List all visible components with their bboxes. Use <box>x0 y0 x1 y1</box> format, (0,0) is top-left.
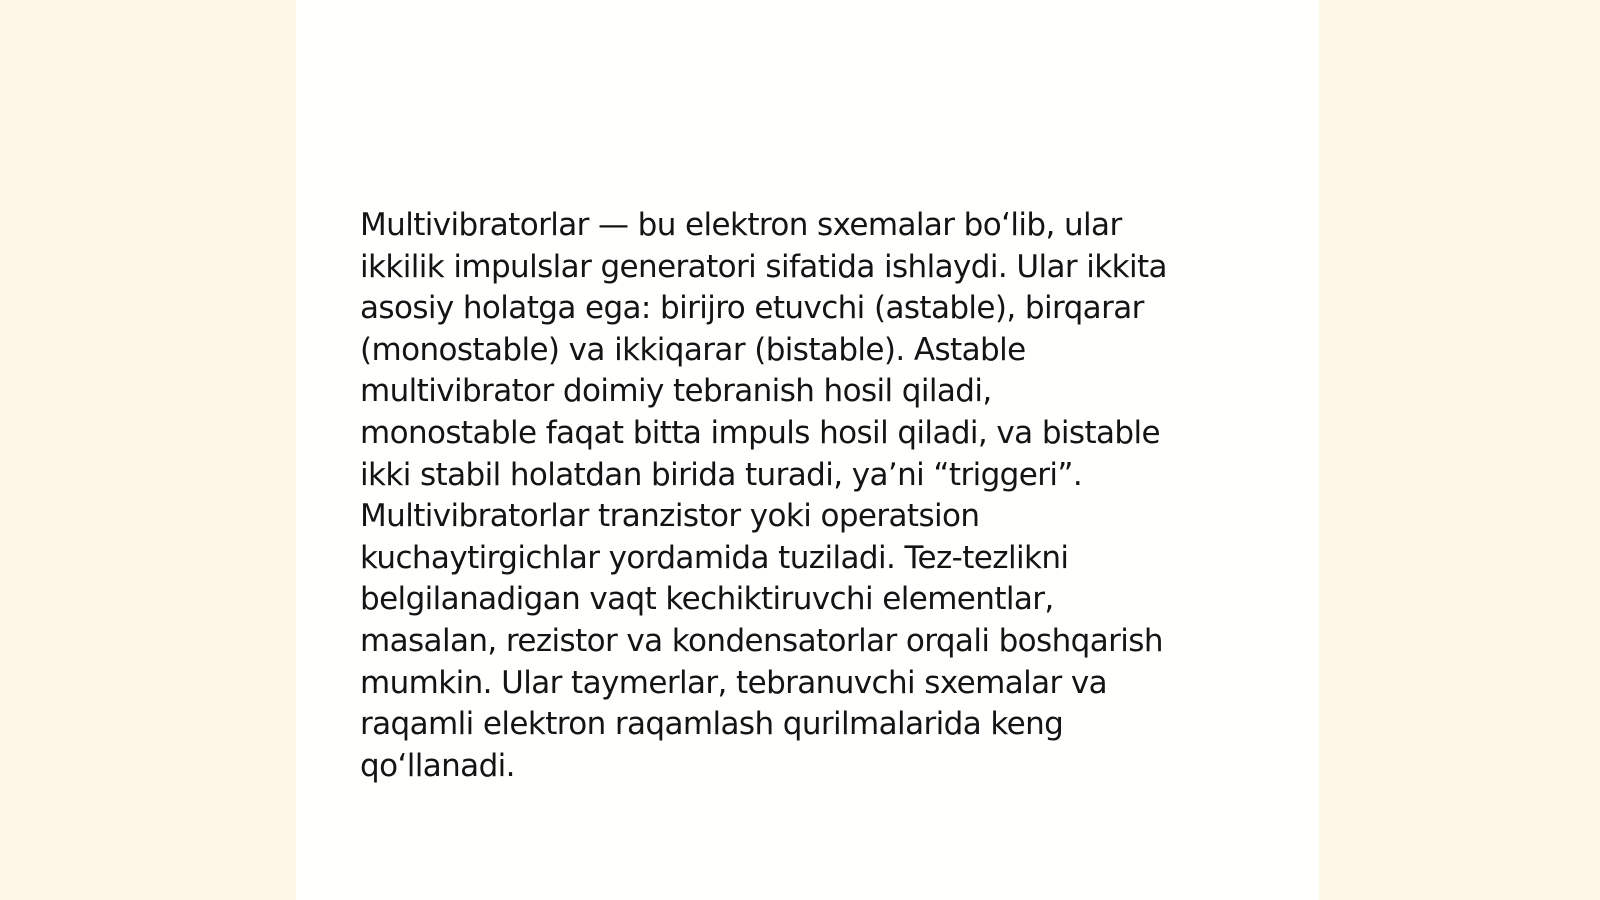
body-line: qo‘llanadi. <box>360 747 515 784</box>
slide-body-text <box>360 205 1260 787</box>
body-line: multivibrator doimiy tebranish hosil qiladi, <box>360 373 992 410</box>
body-line: masalan, rezistor va kondensatorlar orqali boshqarish <box>360 622 1163 659</box>
body-line: mumkin. Ular taymerlar, tebranuvchi sxemalar va <box>360 664 1108 701</box>
body-line: ikkilik impulslar generatori sifatida ishlaydi. Ular ikkita <box>360 248 1167 285</box>
body-line: Multivibratorlar tranzistor yoki operatsion <box>360 498 980 535</box>
body-line: belgilanadigan vaqt kechiktiruvchi elementlar, <box>360 581 1054 618</box>
body-line: kuchaytirgichlar yordamida tuziladi. Tez-tezlikni <box>360 539 1069 576</box>
body-line: Multivibratorlar — bu elektron sxemalar bo‘lib, ular <box>360 207 1122 243</box>
body-line: raqamli elektron raqamlash qurilmalarida keng <box>360 706 1064 743</box>
body-line: asosiy holatga ega: birijro etuvchi (astable), birqarar <box>360 290 1144 327</box>
body-line: monostable faqat bitta impuls hosil qiladi, va bistable <box>360 414 1160 451</box>
body-line: (monostable) va ikkiqarar (bistable). Astable <box>360 331 1026 368</box>
slide <box>296 0 1319 900</box>
body-line: ikki stabil holatdan birida turadi, ya’ni “triggeri”. <box>360 456 1083 493</box>
